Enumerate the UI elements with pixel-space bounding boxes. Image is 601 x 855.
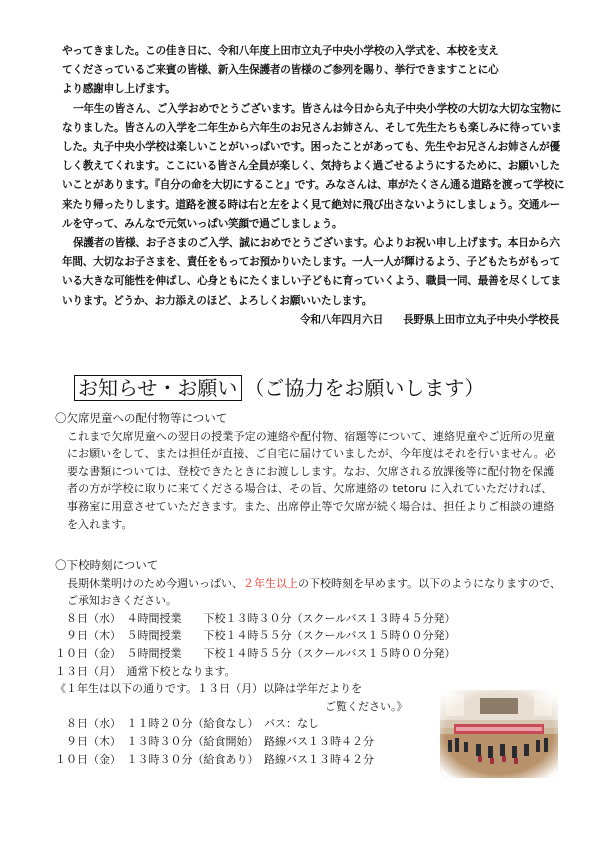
- schedule-row: ９日（木） ５時間授業 下校１４時５５分（スクールバス１５時００分発）: [55, 629, 456, 643]
- first-grade-note: 《１年生は以下の通りです。１３日（月）以降は学年だよりを: [55, 682, 363, 696]
- absent-section: [55, 410, 565, 533]
- speech-signature: [62, 311, 567, 330]
- principal-speech: [62, 42, 567, 330]
- intro-text: の下校時刻を早めます。以下のようになりますので、ご承知おきください。: [67, 576, 561, 608]
- absent-heading: 〇欠席児童への配付物等について: [55, 411, 228, 425]
- first-grade-row: １０日（金） １３時３０分（給食あり） 路線バス１３時４２分: [55, 752, 374, 766]
- schedule-row: １３日（月） 通常下校となります。: [55, 664, 236, 678]
- first-grade-row: ８日（水） １１時２０分（給食なし） バス：なし: [55, 717, 319, 731]
- speech-line: てくださっているご来賓の皆様、新入生保護者の皆様のご参列を賜り、挙行できますことに心: [62, 64, 499, 77]
- speech-paragraph-guardians: 保護者の皆様、お子さまのご入学、誠におめでとうございます。心よりお祝い申し上げます。本日から六年間、大切なお子さまを、責任をもってお預かりいたします。一人一人が輝けるよう、子どもたちがもっている大きな可能性を伸ばし、心身ともにたくましい子どもに育っていくよう、職員一同、最善を尽くしてまいります。どうか、お力添えのほど、よろしくお願いいたします。: [62, 237, 561, 307]
- notice-heading: [74, 375, 484, 401]
- speech-line: やってきました。この佳き日に、令和八年度上田市立丸子中央小学校の入学式を、本校を支え: [62, 45, 499, 57]
- notice-subtitle: （ご協力をお願いします）: [244, 376, 485, 400]
- intro-text: 長期休業明けのため今週いっぱい、: [67, 576, 243, 590]
- first-grade-row: ９日（木） １３時３０分（給食開始） 路線バス１３時４２分: [55, 734, 374, 748]
- speech-date: 令和八年四月六日: [299, 313, 384, 326]
- principal-name: 長野県上田市立丸子中央小学校長: [403, 313, 559, 326]
- dismissal-intro: [55, 575, 565, 610]
- ceremony-photo-image: [440, 690, 558, 778]
- absent-body: これまで欠席児童への翌日の授業予定の連絡や配付物、宿題等について、連絡児童やご近所の児童にお願いをして、または担任が直接、ご自宅に届けていましたが、今年度はそれを行いません。必要な書類については、登校できたときにお渡しします。なお、欠席される放課後等に配付物を保護者の方が学校に取りに来てくださる場合は、その旨、欠席連絡の tetoru に入れていただければ、事務室に用意させていただきます。また、出席停止等で欠席が続く場合は、担任よりご相談の連絡を入れます。: [67, 429, 556, 531]
- notice-title: お知らせ・お願い: [74, 375, 242, 401]
- ceremony-photo: [440, 690, 558, 778]
- speech-paragraph-first-graders: 一年生の皆さん、ご入学おめでとうございます。皆さんは今日から丸子中央小学校の大切な大切な宝物になりました。皆さんの入学を二年生から六年生のお兄さんお姉さん、そして先生たちも楽しみに待っていました。丸子中央小学校は楽しいことがいっぱいです。困ったことがあっても、先生やお兄さんお姉さんが優しく教えてくれます。ここにいる皆さん全員が楽しく、気持ちよく過ごせるようにするために、お願いしたいことがあります。『自分の命を大切にすること』です。みなさんは、車がたくさん通る道路を渡って学校に来たり帰ったりします。道路を渡る時は右と左をよく見て絶対に飛び出さないようにしましょう。交通ルールを守って、みんなで元気いっぱい笑顔で過ごしましょう。: [62, 102, 565, 230]
- intro-highlight: ２年生以上: [243, 576, 298, 590]
- schedule-row: ８日（水） ４時間授業 下校１３時３０分（スクールバス１３時４５分発）: [55, 611, 456, 625]
- dismissal-heading: 〇下校時刻について: [55, 558, 159, 572]
- schedule-row: １０日（金） ５時間授業 下校１４時５５分（スクールバス１５時００分発）: [55, 646, 456, 660]
- speech-line: より感謝申し上げます。: [62, 83, 176, 96]
- first-grade-note: ご覧ください。》: [325, 699, 408, 713]
